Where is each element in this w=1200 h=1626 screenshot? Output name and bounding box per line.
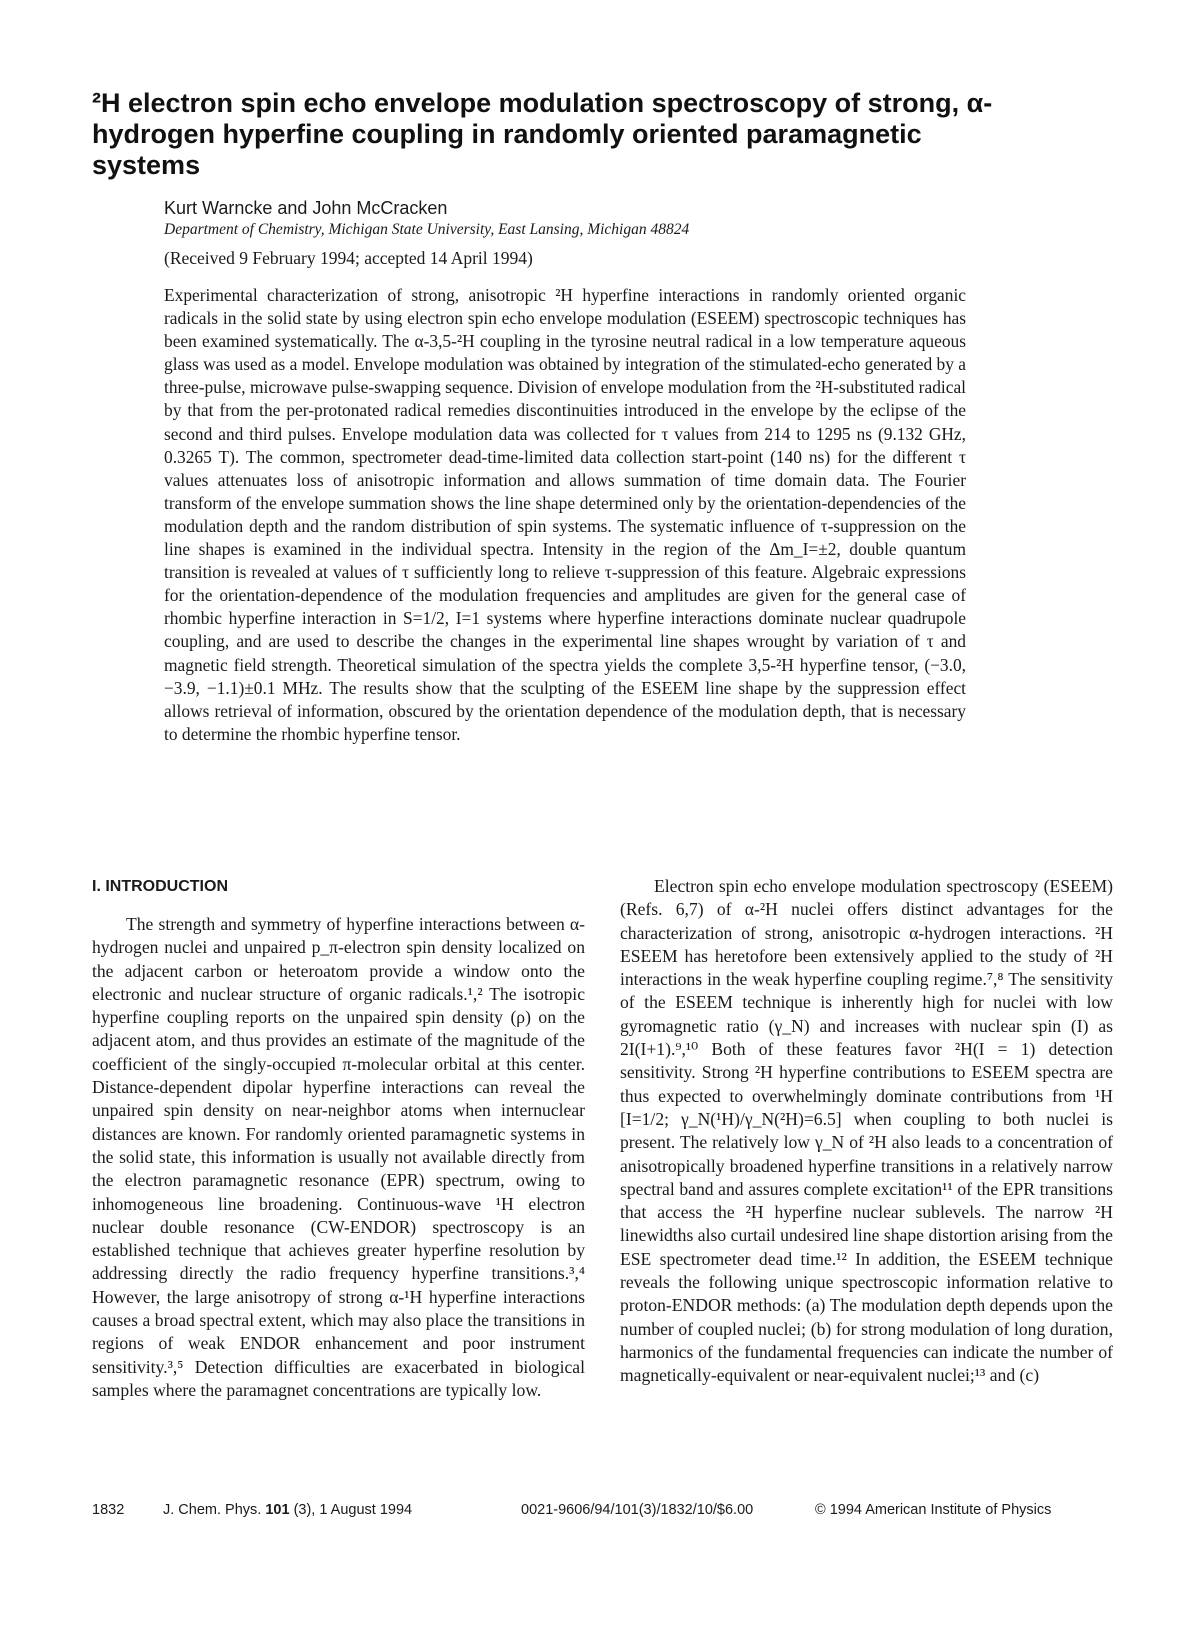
journal-issue-date: (3), 1 August 1994 [293, 1502, 413, 1518]
journal-citation [163, 1500, 412, 1520]
received-dates: (Received 9 February 1994; accepted 14 April 1994) [164, 248, 533, 268]
authors: Kurt Warncke and John McCracken [164, 198, 448, 218]
affiliation: Department of Chemistry, Michigan State University, East Lansing, Michigan 48824 [164, 221, 690, 238]
intro-left-column: The strength and symmetry of hyperfine interactions between α-hydrogen nuclei and unpaired p_π-electron spin density localized on the adjacent carbon or heteroatom provide a window onto the electronic and nuclear structure of organic radicals.¹,² The isotropic hyperfine coupling reports on the unpaired spin density (ρ) on the adjacent atom, and thus provides an estimate of the magnitude of the coefficient of the singly-occupied π-molecular orbital at this center. Distance-dependent dipolar hyperfine interactions can reveal the unpaired spin density on near-neighbor atoms when internuclear distances are known. For randomly oriented paramagnetic systems in the solid state, this information is usually not available directly from the electron paramagnetic resonance (EPR) spectrum, owing to inhomogeneous line broadening. Continuous-wave ¹H electron nuclear double resonance (CW-ENDOR) spectroscopy is an established technique that achieves greater hyperfine resolution by addressing directly the radio frequency hyperfine transitions.³,⁴ However, the large anisotropy of strong α-¹H hyperfine interactions causes a broad spectral extent, which may also place the transitions in regions of weak ENDOR enhancement and poor instrument sensitivity.³,⁵ Detection difficulties are exacerbated in biological samples where the paramagnet concentrations are typically low. [92, 914, 585, 1400]
article-title: ²H electron spin echo envelope modulation spectroscopy of strong, α-hydrogen hyperfine coupling in randomly oriented paramagnetic systems [92, 88, 993, 180]
page-footer [0, 1500, 1200, 1520]
intro-right-column: Electron spin echo envelope modulation spectroscopy (ESEEM) (Refs. 6,7) of α-²H nuclei offers distinct advantages for the characterization of strong, anisotropic α-hydrogen interactions. ²H ESEEM has heretofore been extensively applied to the study of ²H interactions in the weak hyperfine coupling regime.⁷,⁸ The sensitivity of the ESEEM technique is inherently high for nuclei with low gyromagnetic ratio (γ_N) and increases with nuclear spin (I) as 2I(I+1).⁹,¹⁰ Both of these features favor ²H(I = 1) detection sensitivity. Strong ²H hyperfine contributions to ESEEM spectra are thus expected to overwhelmingly dominate contributions from ¹H [I=1/2; γ_N(¹H)/γ_N(²H)=6.5] when coupling to both nuclei is present. The relatively low γ_N of ²H also leads to a concentration of anisotropically broadened hyperfine transitions in a relatively narrow spectral band and assures complete excitation¹¹ of the EPR transitions that access the ²H hyperfine nuclear sublevels. The narrow ²H linewidths also curtail undesired line shape distortion arising from the ESE spectrometer dead time.¹² In addition, the ESEEM technique reveals the following unique spectroscopic information relative to proton-ENDOR methods: (a) The modulation depth depends upon the number of coupled nuclei; (b) for strong modulation of long duration, harmonics of the fundamental frequencies can indicate the number of magnetically-equivalent or near-equivalent nuclei;¹³ and (c) [620, 876, 1113, 1386]
copyright: © 1994 American Institute of Physics [815, 1502, 1052, 1518]
section-heading: I. INTRODUCTION [92, 878, 228, 895]
journal-name: J. Chem. Phys. [163, 1502, 262, 1518]
page-number: 1832 [92, 1502, 125, 1518]
article-code: 0021-9606/94/101(3)/1832/10/$6.00 [521, 1502, 754, 1518]
journal-volume: 101 [265, 1502, 290, 1518]
abstract: Experimental characterization of strong, anisotropic ²H hyperfine interactions in randomly oriented organic radicals in the solid state by using electron spin echo envelope modulation (ESEEM) spectroscopic techniques has been examined systematically. The α-3,5-²H coupling in the tyrosine neutral radical in a low temperature aqueous glass was used as a model. Envelope modulation was obtained by integration of the stimulated-echo generated by a three-pulse, microwave pulse-swapping sequence. Division of envelope modulation from the ²H-substituted radical by that from the per-protonated radical remedies discontinuities introduced in the envelope by the eclipse of the second and third pulses. Envelope modulation data was collected for τ values from 214 to 1295 ns (9.132 GHz, 0.3265 T). The common, spectrometer dead-time-limited data collection start-point (140 ns) for the different τ values attenuates loss of anisotropic information and allows summation of time domain data. The Fourier transform of the envelope summation shows the line shape determined only by the orientation-dependencies of the modulation depth and the random distribution of spin systems. The systematic influence of τ-suppression on the line shapes is examined in the individual spectra. Intensity in the region of the Δm_I=±2, double quantum transition is revealed at values of τ sufficiently long to relieve τ-suppression of this feature. Algebraic expressions for the orientation-dependence of the modulation frequencies and amplitudes are given for the general case of rhombic hyperfine interaction in S=1/2, I=1 systems where hyperfine interactions dominate nuclear quadrupole coupling, and are used to describe the changes in the experimental line shapes wrought by variation of τ and magnetic field strength. Theoretical simulation of the spectra yields the complete 3,5-²H hyperfine tensor, (−3.0, −3.9, −1.1)±0.1 MHz. The results show that the sculpting of the ESEEM line shape by the suppression effect allows retrieval of information, obscured by the orientation dependence of the modulation depth, that is necessary to determine the rhombic hyperfine tensor. [164, 285, 966, 744]
